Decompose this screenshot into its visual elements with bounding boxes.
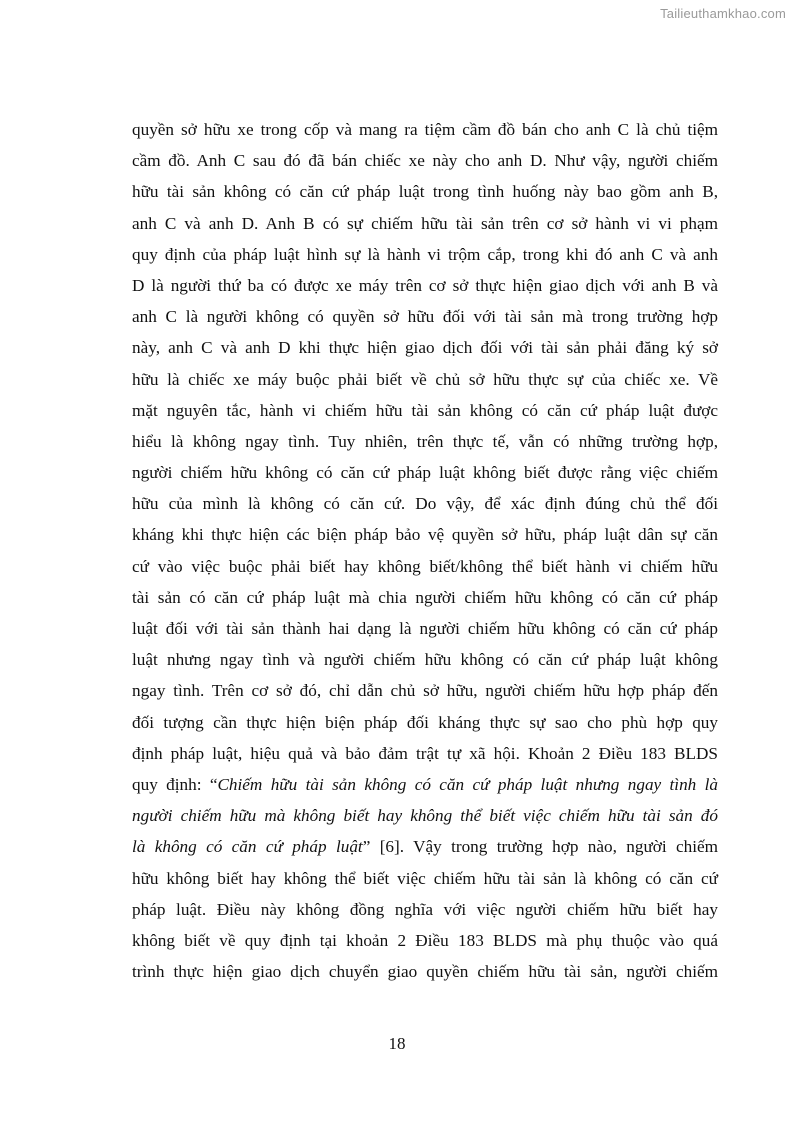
- text-line: hữu không biết hay không thể biết việc chiếm hữu tài sản là không có căn cứ: [132, 868, 718, 888]
- body-paragraph: [132, 114, 718, 987]
- text-line: tài sản có căn cứ pháp luật mà chia người chiếm hữu không có căn cứ pháp: [132, 587, 718, 607]
- italic-quote-segment: là không có căn cứ pháp luật: [132, 837, 363, 857]
- text-line: kháng khi thực hiện các biện pháp bảo vệ quyền sở hữu, pháp luật dân sự căn: [132, 525, 718, 545]
- text-line: này, anh C và anh D khi thực hiện giao dịch đối với tài sản phải đăng ký sở: [132, 338, 718, 358]
- text-line: [132, 769, 718, 800]
- text-line: trình thực hiện giao dịch chuyển giao quyền chiếm hữu tài sản, người chiếm: [132, 962, 718, 982]
- text-line: D là người thứ ba có được xe máy trên cơ sở thực hiện giao dịch với anh B và: [132, 275, 718, 295]
- watermark-text: Tailieuthamkhao.com: [660, 6, 786, 21]
- text-line: đối tượng cần thực hiện biện pháp đối kháng thực sự sao cho phù hợp quy: [132, 712, 718, 732]
- text-line: hữu tài sản không có căn cứ pháp luật trong tình huống này bao gồm anh B,: [132, 182, 718, 202]
- italic-quote-segment: Chiếm hữu tài sản không có căn cứ pháp luật nhưng ngay tình là: [217, 774, 718, 794]
- text-line: quy định của pháp luật hình sự là hành vi trộm cắp, trong khi đó anh C và anh: [132, 244, 718, 264]
- text-line: [132, 800, 718, 831]
- text-line: quyền sở hữu xe trong cốp và mang ra tiệm cầm đồ bán cho anh C là chủ tiệm: [132, 120, 718, 139]
- text-line: anh C và anh D. Anh B có sự chiếm hữu tài sản trên cơ sở hành vi vi phạm: [132, 213, 718, 233]
- text-line: hữu của mình là không có căn cứ. Do vậy, để xác định đúng chủ thể đối: [132, 494, 718, 514]
- text-line: hiểu là không ngay tình. Tuy nhiên, trên thực tế, vẫn có những trường hợp,: [132, 431, 718, 451]
- text-line: cầm đồ. Anh C sau đó đã bán chiếc xe này cho anh D. Như vậy, người chiếm: [132, 151, 718, 171]
- text-line: mặt nguyên tắc, hành vi chiếm hữu tài sản không có căn cứ pháp luật được: [132, 400, 718, 420]
- italic-quote-segment: người chiếm hữu mà không biết hay không thể biết việc chiếm hữu tài sản đó: [132, 806, 718, 826]
- text-line: anh C là người không có quyền sở hữu đối với tài sản mà trong trường hợp: [132, 307, 718, 327]
- text-line: ngay tình. Trên cơ sở đó, chỉ dẫn chủ sở hữu, người chiếm hữu hợp pháp đến: [132, 681, 718, 701]
- text-line: không biết về quy định tại khoản 2 Điều 183 BLDS mà phụ thuộc vào quá: [132, 930, 718, 950]
- text-line: luật đối với tài sản thành hai dạng là người chiếm hữu không có căn cứ pháp: [132, 619, 718, 638]
- text-line: người chiếm hữu không có căn cứ pháp luật không biết được rằng việc chiếm: [132, 463, 718, 483]
- text-segment: ” [6]. Vậy trong trường hợp nào, người chiếm: [362, 837, 718, 857]
- text-line: pháp luật. Điều này không đồng nghĩa với việc người chiếm hữu biết hay: [132, 899, 718, 919]
- text-line: [132, 831, 718, 862]
- text-segment: quy định: “: [132, 774, 218, 794]
- text-line: luật nhưng ngay tình và người chiếm hữu không có căn cứ pháp luật không: [132, 650, 718, 670]
- page-number: 18: [388, 1034, 406, 1053]
- text-line: cứ vào việc buộc phải biết hay không biết/không thể biết hành vi chiếm hữu: [132, 556, 718, 576]
- text-line: hữu là chiếc xe máy buộc phải biết về chủ sở hữu thực sự của chiếc xe. Về: [132, 369, 718, 389]
- text-line: định pháp luật, hiệu quả và bảo đảm trật tự xã hội. Khoản 2 Điều 183 BLDS: [132, 743, 718, 763]
